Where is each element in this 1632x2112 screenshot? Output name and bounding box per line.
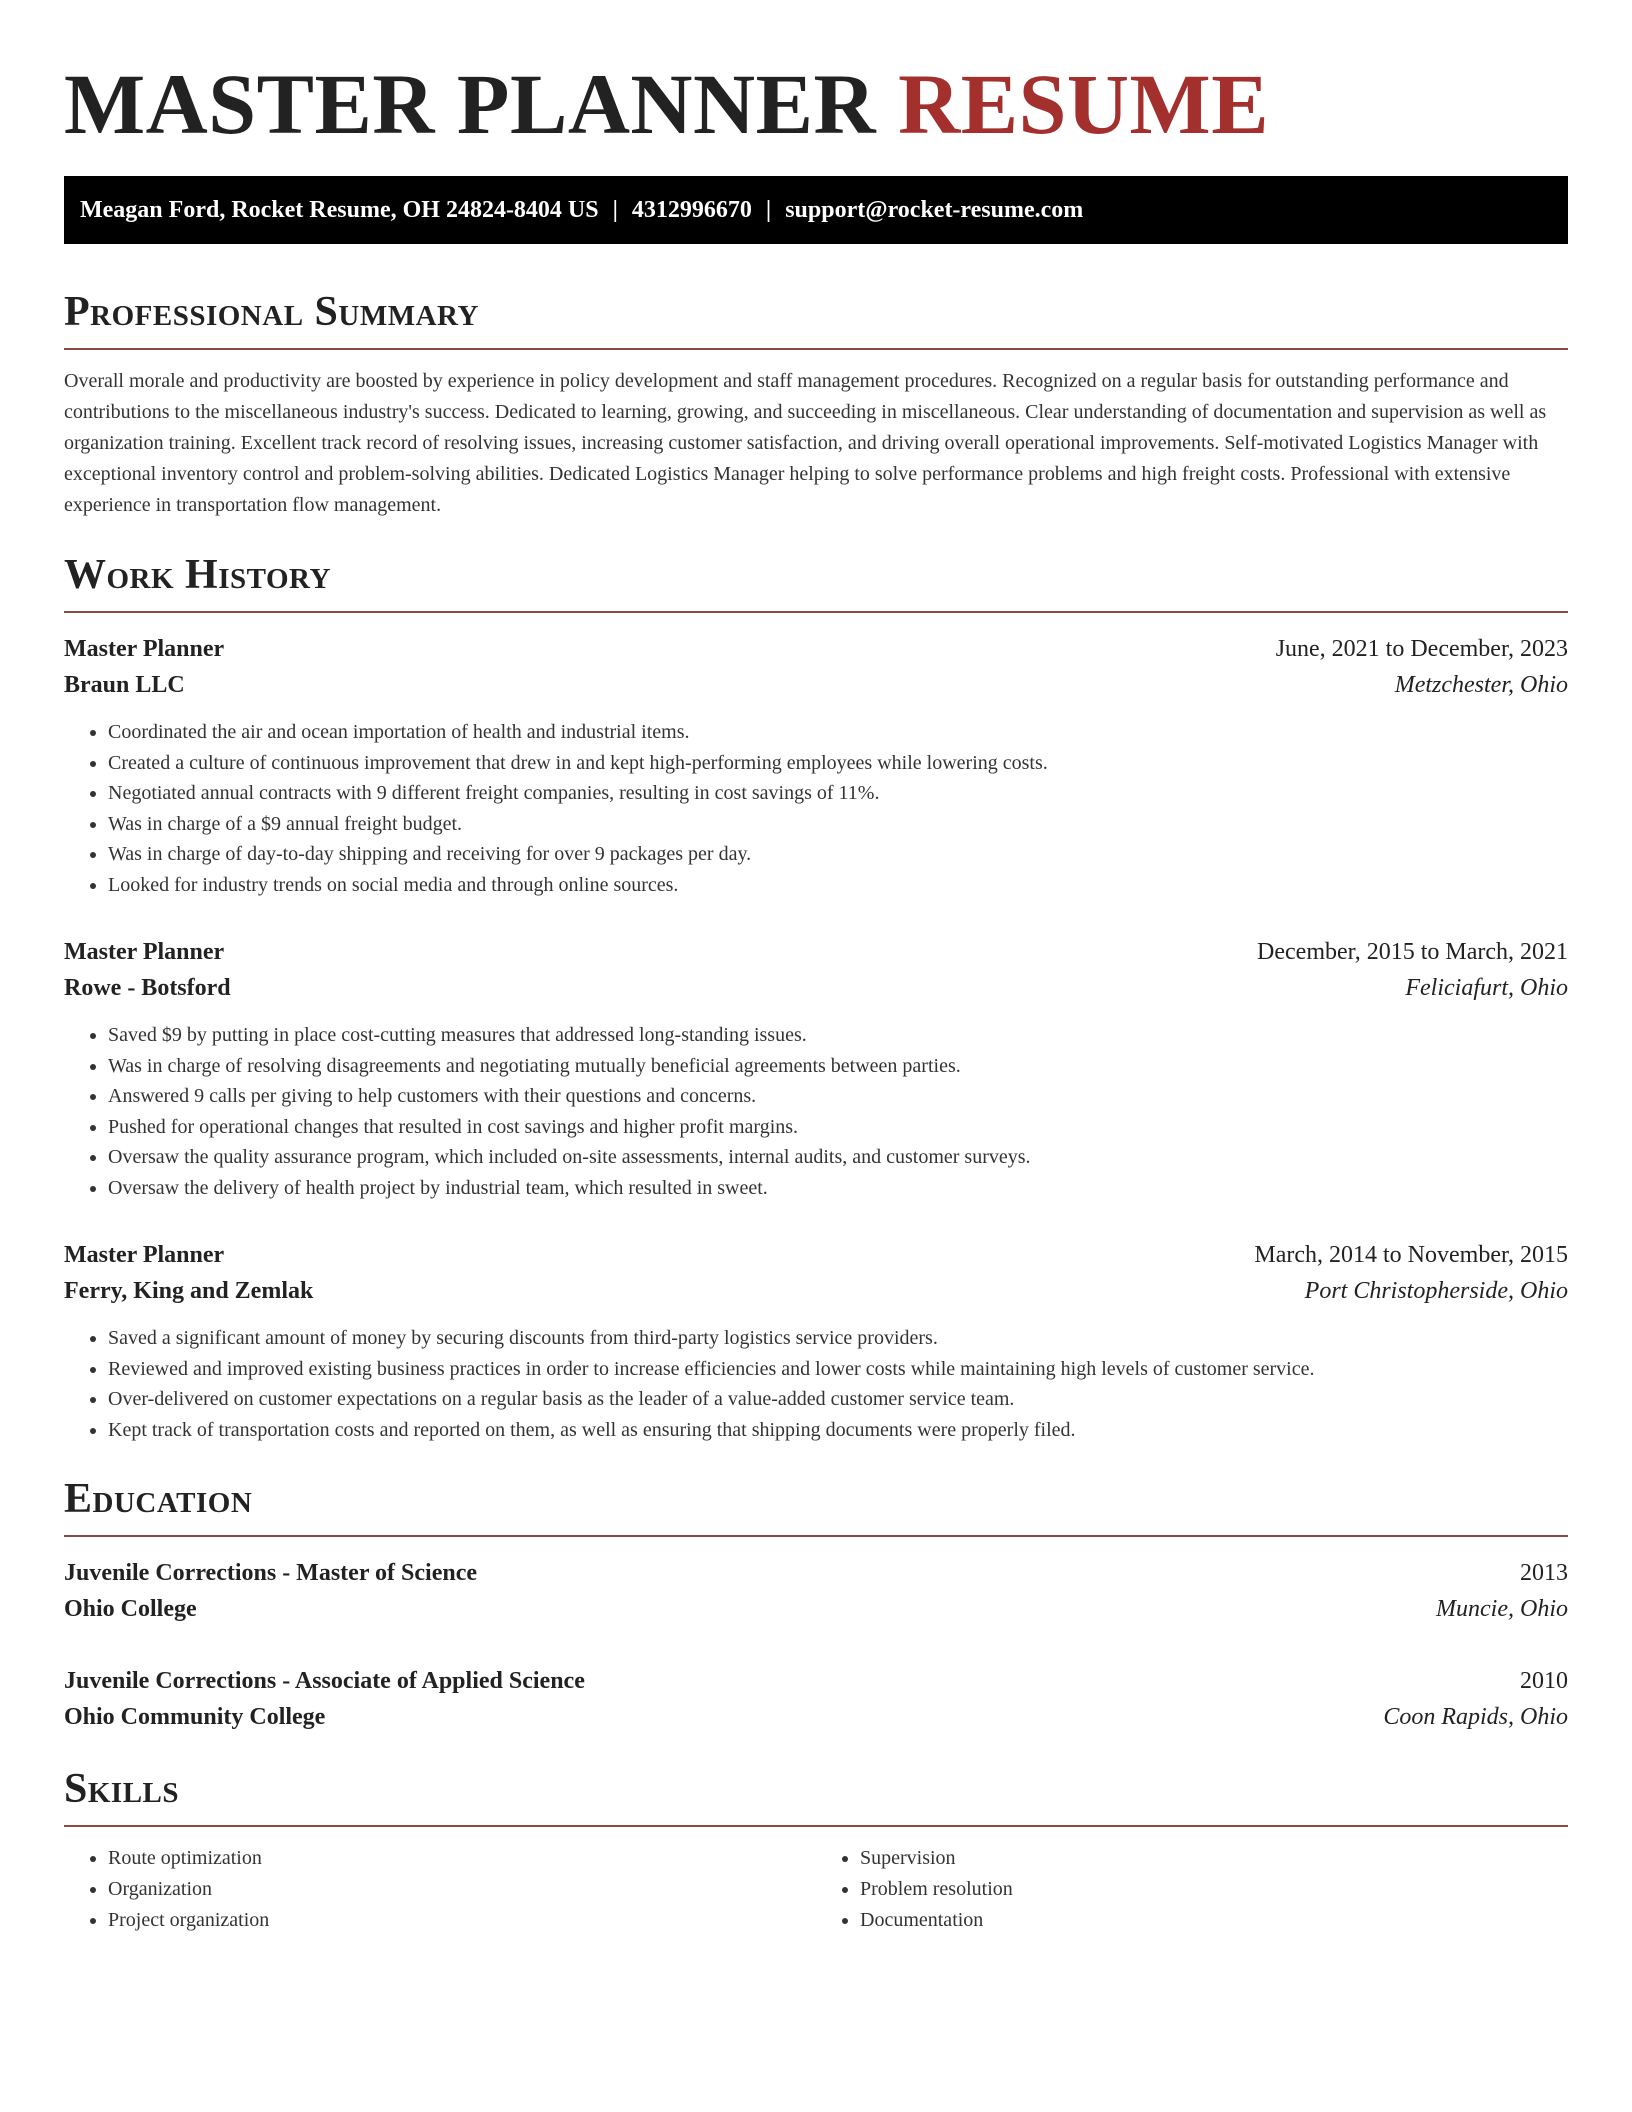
section-heading-skills: Skills [64,1766,180,1812]
job-entry [64,631,1568,900]
section-divider [64,1825,1568,1827]
resume-title [64,54,1568,154]
skills-column-right [816,1843,1568,1936]
list-item: • Was in charge of resolving disagreements and negotiating mutually beneficial agreements between parties. [108,1051,1568,1082]
education-entry [64,1663,1568,1735]
job-company-row [64,970,1568,1006]
list-item: • Was in charge of day-to-day shipping and receiving for over 9 packages per day. [108,839,1568,870]
list-item: • Saved $9 by putting in place cost-cutting measures that addressed long-standing issues. [108,1020,1568,1051]
section-divider [64,611,1568,613]
job-title: Master Planner [64,939,225,965]
job-title: Master Planner [64,1242,225,1268]
skill-item: • Supervision [860,1843,1568,1874]
job-header-row [64,934,1568,970]
job-company-row [64,1273,1568,1309]
job-bullets [64,1323,1568,1445]
list-item: • Answered 9 calls per giving to help customers with their questions and concerns. [108,1081,1568,1112]
list-item: • Created a culture of continuous improvement that drew in and kept high-performing employees while lowering costs. [108,748,1568,779]
education-entry [64,1555,1568,1627]
skill-item: • Organization [108,1874,816,1905]
list-item: • Pushed for operational changes that resulted in cost savings and higher profit margins. [108,1112,1568,1143]
education-location: Muncie, Ohio [1436,1596,1568,1622]
list-item: • Oversaw the quality assurance program, which included on-site assessments, internal audits, and customer surveys. [108,1142,1568,1173]
contact-bar [64,176,1568,244]
job-location: Port Christopherside, Ohio [1304,1278,1568,1304]
contact-address: Meagan Ford, Rocket Resume, OH 24824-8404 US [80,197,599,223]
education-location: Coon Rapids, Ohio [1383,1704,1568,1730]
contact-phone: 4312996670 [631,197,752,223]
list-item: • Kept track of transportation costs and reported on them, as well as ensuring that shipping documents were properly filed. [108,1415,1568,1446]
list-item: • Over-delivered on customer expectations on a regular basis as the leader of a value-added customer service team. [108,1384,1568,1415]
title-accent: RESUME [898,56,1270,152]
job-title: Master Planner [64,636,225,662]
list-item: • Negotiated annual contracts with 9 different freight companies, resulting in cost savings of 11%. [108,778,1568,809]
education-header-row [64,1555,1568,1591]
education-list [64,1555,1568,1735]
list-item: • Was in charge of a $9 annual freight budget. [108,809,1568,840]
job-dates: June, 2021 to December, 2023 [1275,636,1568,662]
education-year: 2010 [1520,1668,1568,1694]
list-item: • Reviewed and improved existing business practices in order to increase efficiencies and lower costs while maintaining high levels of customer service. [108,1354,1568,1385]
skill-item: • Problem resolution [860,1874,1568,1905]
job-header-row [64,1237,1568,1273]
job-location: Feliciafurt, Ohio [1405,975,1568,1001]
education-school: Ohio Community College [64,1704,326,1730]
education-school-row [64,1591,1568,1627]
skill-item: • Documentation [860,1905,1568,1936]
education-year: 2013 [1520,1560,1568,1586]
education-degree: Juvenile Corrections - Associate of Applied Science [64,1668,585,1694]
list-item: • Oversaw the delivery of health project by industrial team, which resulted in sweet. [108,1173,1568,1204]
job-location: Metzchester, Ohio [1394,672,1568,698]
section-heading-work-history: Work History [64,552,331,598]
job-entry [64,1237,1568,1445]
education-header-row [64,1663,1568,1699]
job-bullets [64,1020,1568,1203]
summary-text: Overall morale and productivity are boosted by experience in policy development and staff management procedures. Recognized on a regular basis for outstanding performance and contributions to the miscellaneous industry's success. Dedicated to learning, growing, and succeeding in miscellaneous. Clear understanding of documentation and supervision as well as organization training. Excellent track record of resolving issues, increasing customer satisfaction, and driving overall operational improvements. Self-motivated Logistics Manager with exceptional inventory control and problem-solving abilities. Dedicated Logistics Manager helping to solve performance problems and high freight costs. Professional with extensive experience in transportation flow management. [64,370,1547,516]
job-entry [64,934,1568,1203]
education-degree: Juvenile Corrections - Master of Science [64,1560,478,1586]
list-item: • Coordinated the air and ocean importation of health and industrial items. [108,717,1568,748]
job-company: Rowe - Botsford [64,975,231,1001]
section-divider [64,348,1568,350]
section-divider [64,1535,1568,1537]
list-item: • Looked for industry trends on social media and through online sources. [108,870,1568,901]
skill-item: • Route optimization [108,1843,816,1874]
list-item: • Saved a significant amount of money by securing discounts from third-party logistics service providers. [108,1323,1568,1354]
contact-separator: | [765,197,772,223]
skills-column-left [64,1843,816,1936]
job-dates: March, 2014 to November, 2015 [1254,1242,1568,1268]
title-main: MASTER PLANNER [64,56,877,152]
section-heading-summary: Professional Summary [64,289,479,335]
skills-list [64,1843,1568,1936]
education-school-row [64,1699,1568,1735]
section-heading-education: Education [64,1476,253,1522]
contact-separator: | [612,197,618,223]
job-header-row [64,631,1568,667]
contact-email: support@rocket-resume.com [785,197,1084,223]
skill-item: • Project organization [108,1905,816,1936]
education-school: Ohio College [64,1596,197,1622]
job-company-row [64,667,1568,703]
job-company: Ferry, King and Zemlak [64,1278,314,1304]
job-bullets [64,717,1568,900]
job-company: Braun LLC [64,672,185,698]
job-dates: December, 2015 to March, 2021 [1257,939,1568,965]
